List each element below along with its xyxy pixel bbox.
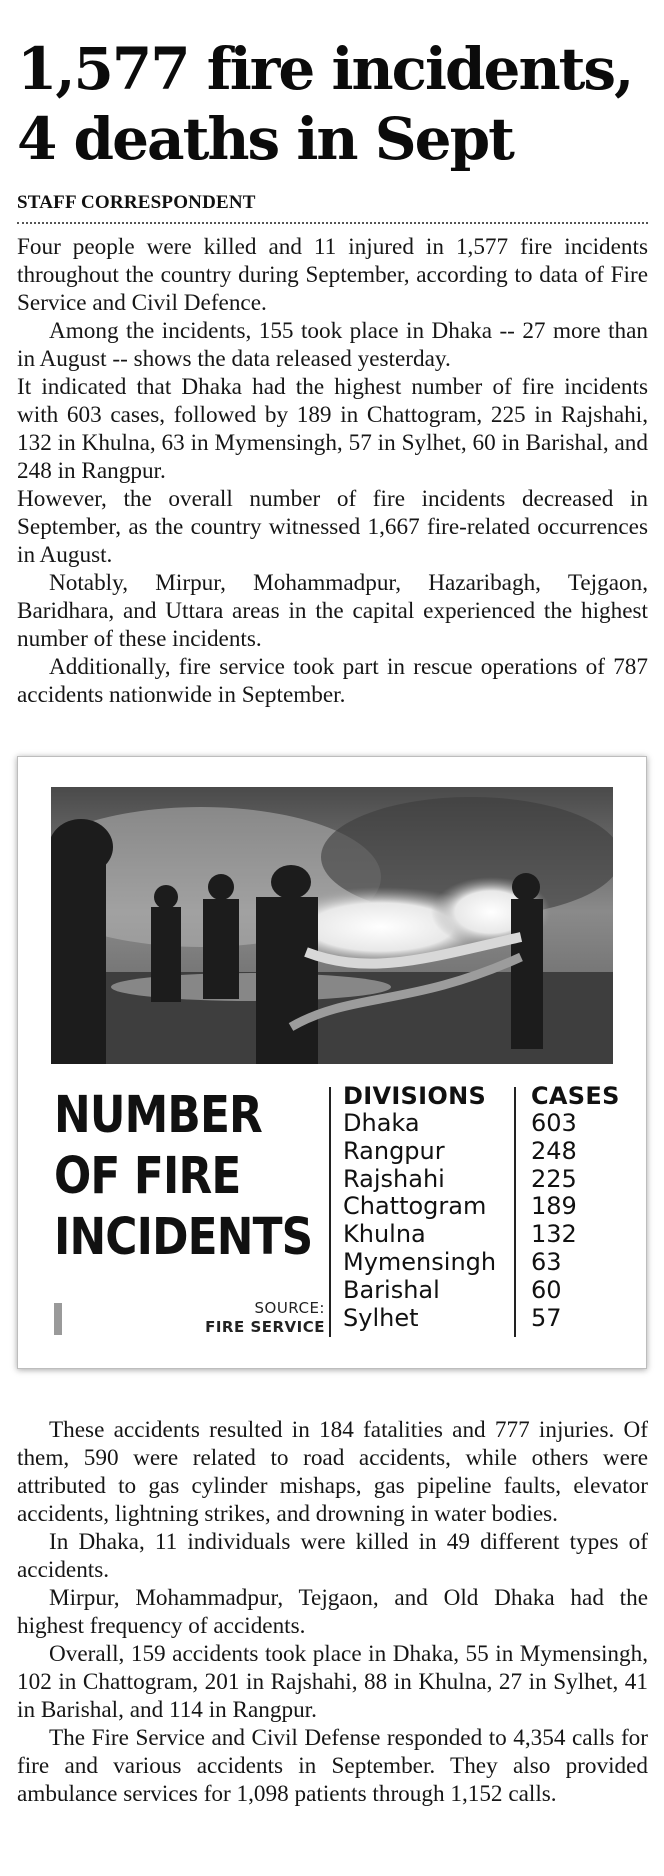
paragraph: The Fire Service and Civil Defense responded to 4,354 calls for fire and various accidents in September. They also provided ambulance services for 1,098 patients through 1,152 calls. xyxy=(17,1725,648,1807)
firefighters-photo xyxy=(51,787,613,1064)
paragraph: Four people were killed and 11 injured in 1,577 fire incidents throughout the country during September, according to data of Fire Service and Civil Defence. xyxy=(17,234,648,316)
byline: STAFF CORRESPONDENT xyxy=(17,192,256,213)
firefighters-photo-icon xyxy=(51,787,613,1064)
case-count: 248 xyxy=(531,1136,577,1165)
source-label: SOURCE: xyxy=(254,1299,325,1317)
paragraph: In Dhaka, 11 individuals were killed in 49 different types of accidents. xyxy=(17,1529,648,1583)
case-count: 189 xyxy=(531,1192,577,1221)
paragraph: Notably, Mirpur, Mohammadpur, Hazaribagh, Tejgaon, Baridhara, and Uttara areas in the capital experienced the highest number of these incidents. xyxy=(17,570,648,652)
column-divider xyxy=(514,1087,516,1337)
case-count: 63 xyxy=(531,1247,562,1276)
paragraph: These accidents resulted in 184 fatalities and 777 injuries. Of them, 590 were related to road accidents, while others were attributed to gas cylinder mishaps, gas pipeline faults, elevator accidents, lightning strikes, and drowning in water bodies. xyxy=(17,1417,648,1527)
cases-column xyxy=(531,1082,620,1332)
paragraph: Additionally, fire service took part in rescue operations of 787 accidents nationwide in September. xyxy=(17,654,648,708)
division-name: Rajshahi xyxy=(343,1164,445,1193)
case-count: 225 xyxy=(531,1164,577,1193)
fire-incidents-infographic xyxy=(17,756,647,1369)
paragraph: Among the incidents, 155 took place in Dhaka -- 27 more than in August -- shows the data released yesterday. xyxy=(17,318,648,372)
paragraph: It indicated that Dhaka had the highest number of fire incidents with 603 cases, followed by 189 in Chattogram, 225 in Rajshahi, 132 in Khulna, 63 in Mymensingh, 57 in Sylhet, 60 in Barishal, and 248 in Rangpur. xyxy=(17,374,648,484)
paragraph: Overall, 159 accidents took place in Dhaka, 55 in Mymensingh, 102 in Chattogram, 201 in Rajshahi, 88 in Khulna, 27 in Sylhet, 41 in Barishal, and 114 in Rangpur. xyxy=(17,1641,648,1723)
infographic-title-line-3: INCIDENTS xyxy=(54,1208,313,1267)
column-divider xyxy=(329,1087,331,1337)
article-body-top xyxy=(17,233,648,709)
case-count: 57 xyxy=(531,1303,562,1332)
infographic-title-line-2: OF FIRE xyxy=(54,1147,241,1206)
headline-line-1: 1,577 fire incidents, xyxy=(17,35,633,103)
division-name: Rangpur xyxy=(343,1136,445,1165)
grey-accent-bar xyxy=(54,1303,62,1335)
source-credit xyxy=(148,1299,325,1337)
paragraph: However, the overall number of fire incidents decreased in September, as the country witnessed 1,667 fire-related occurrences in August. xyxy=(17,486,648,568)
division-name: Sylhet xyxy=(343,1303,419,1332)
case-count: 60 xyxy=(531,1275,562,1304)
division-name: Barishal xyxy=(343,1275,440,1304)
divisions-column xyxy=(343,1082,496,1332)
division-name: Dhaka xyxy=(343,1109,420,1137)
dotted-divider xyxy=(17,222,648,224)
article-body-bottom xyxy=(17,1416,648,1808)
headline-line-2: 4 deaths in Sept xyxy=(17,105,513,173)
cases-header: CASES xyxy=(531,1082,620,1110)
divisions-header: DIVISIONS xyxy=(343,1082,487,1110)
division-name: Mymensingh xyxy=(343,1247,497,1276)
paragraph: Mirpur, Mohammadpur, Tejgaon, and Old Dhaka had the highest frequency of accidents. xyxy=(17,1585,648,1639)
headline xyxy=(17,0,648,174)
infographic-title xyxy=(54,1085,313,1268)
division-name: Khulna xyxy=(343,1220,426,1249)
infographic-title-line-1: NUMBER xyxy=(54,1086,262,1145)
source-name: FIRE SERVICE xyxy=(205,1318,325,1336)
case-count: 603 xyxy=(531,1109,577,1137)
case-count: 132 xyxy=(531,1220,577,1249)
division-name: Chattogram xyxy=(343,1192,487,1221)
